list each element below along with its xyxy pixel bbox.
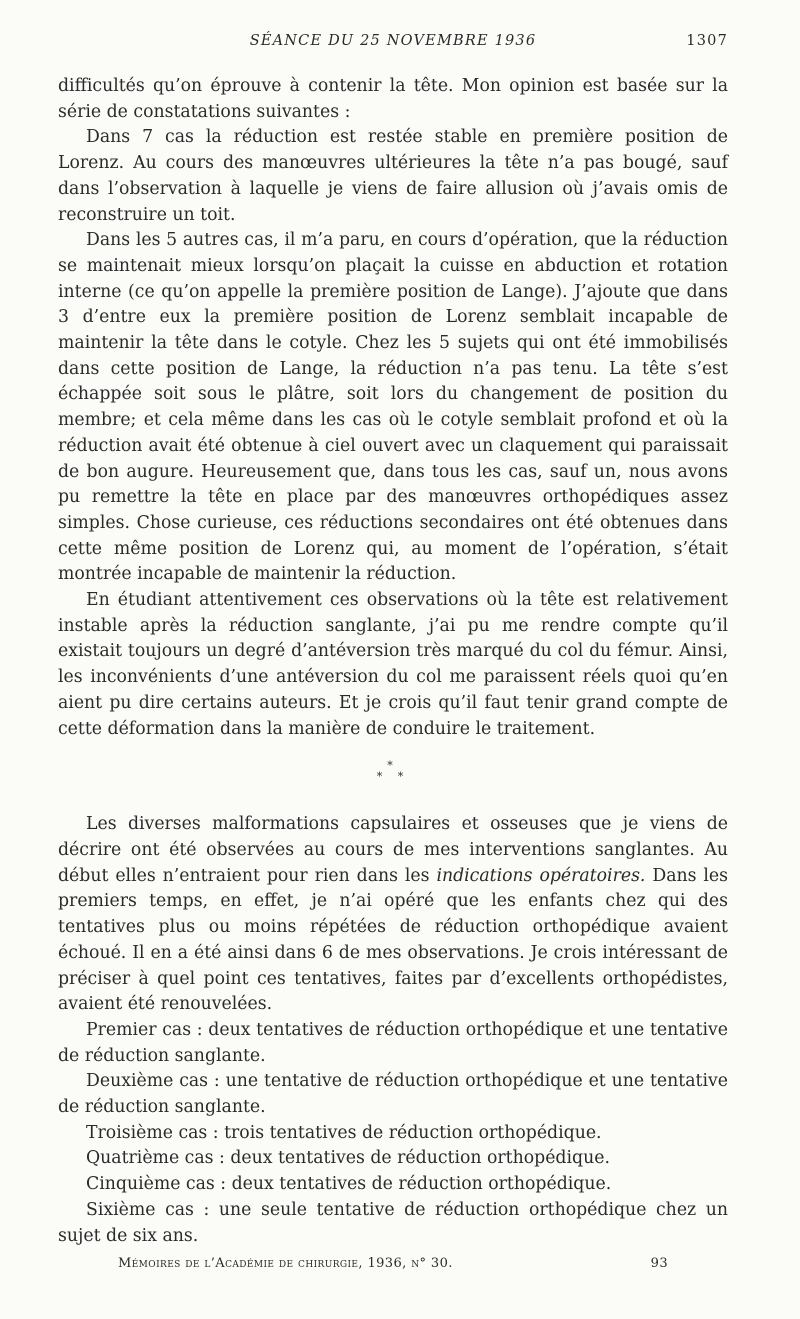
case-item: Premier cas : deux tentatives de réduction orthopédique et une tentative de réduction sanglante. <box>58 1019 728 1066</box>
running-title: SÉANCE DU 25 NOVEMBRE 1936 <box>249 33 537 49</box>
paragraph: Dans 7 cas la réduction est restée stable en première position de Lorenz. Au cours des manœuvres ultérieures la tête n’a pas bougé, sauf dans l’observation à laquelle je viens de faire allusion où j’avais omis de reconstruire un toit. <box>58 127 728 225</box>
paragraph-text: Dans les premiers temps, en effet, je n’ai opéré que les enfants chez qui des tentatives plus ou moins répétées de réduction orthopédique avaient échoué. Il en a été ainsi dans 6 de mes observations. Je crois intéressant de préciser à quel point ces tentatives, faites par d’excellents orthopédistes, avaient été renouvelées. <box>58 865 729 1015</box>
case-item: Quatrième cas : deux tentatives de réduction orthopédique. <box>86 1148 610 1169</box>
case-item: Troisième cas : trois tentatives de réduction orthopédique. <box>86 1122 602 1143</box>
separator-stars-bottom: * * <box>376 770 410 784</box>
case-item: Sixième cas : une seule tentative de réduction orthopédique chez un sujet de six ans. <box>58 1199 728 1246</box>
paragraph-text: Les diverses malformations capsulaires et osseuses que je viens de décrire ont été observées au cours de mes interventions sanglantes. Au début elles n’entraient pour rien dans les <box>58 814 728 886</box>
paragraph: En étudiant attentivement ces observations où la tête est relativement instable après la réduction sanglante, j’ai pu me rendre compte qu’il existait toujours un degré d’antéversion très marqué du col du fémur. Ainsi, les inconvénients d’une antéversion du col me paraissent réels quoi qu’en aient pu dire certains auteurs. Et je crois qu’il faut tenir grand compte de cette déformation dans la manière de conduire le traitement. <box>58 590 728 739</box>
section-separator <box>58 760 728 782</box>
footer-page-number: 93 <box>650 1256 668 1271</box>
page-body <box>58 74 728 1249</box>
case-item: Deuxième cas : une tentative de réduction orthopédique et une tentative de réduction sanglante. <box>58 1071 728 1118</box>
paragraph: Dans les 5 autres cas, il m’a paru, en cours d’opération, que la réduction se maintenait mieux lorsqu’on plaçait la cuisse en abduction et rotation interne (ce qu’on appelle la première position de Lange). J’ajoute que dans 3 d’entre eux la première position de Lorenz semblait incapable de maintenir la tête dans le cotyle. Chez les 5 sujets qui ont été immobilisés dans cette position de Lange, la réduction n’a pas tenu. La tête s’est échappée soit sous le plâtre, soit lors du changement de position du membre; et cela même dans les cas où le cotyle semblait profond et où la réduction avait été obtenue à ciel ouvert avec un claquement qui paraissait de bon augure. Heureusement que, dans tous les cas, sauf un, nous avons pu remettre la tête en place par des manœuvres orthopédiques assez simples. Chose curieuse, ces réductions secondaires ont été obtenues dans cette même position de Lorenz qui, au moment de l’opération, s’était montrée incapable de maintenir la réduction. <box>58 230 728 585</box>
page-number: 1307 <box>686 33 728 49</box>
running-header <box>58 33 728 57</box>
separator-star-top: * <box>387 759 399 773</box>
footer-citation: Mémoires de l’Académie de chirurgie, 1936, n° 30. <box>118 1256 453 1271</box>
case-item: Cinquième cas : deux tentatives de réduction orthopédique. <box>86 1174 612 1195</box>
emphasis-text: indications opératoires. <box>436 865 646 886</box>
paragraph: difficultés qu’on éprouve à contenir la tête. Mon opinion est basée sur la série de constatations suivantes : <box>58 76 728 122</box>
paragraph-indications <box>58 812 728 1018</box>
